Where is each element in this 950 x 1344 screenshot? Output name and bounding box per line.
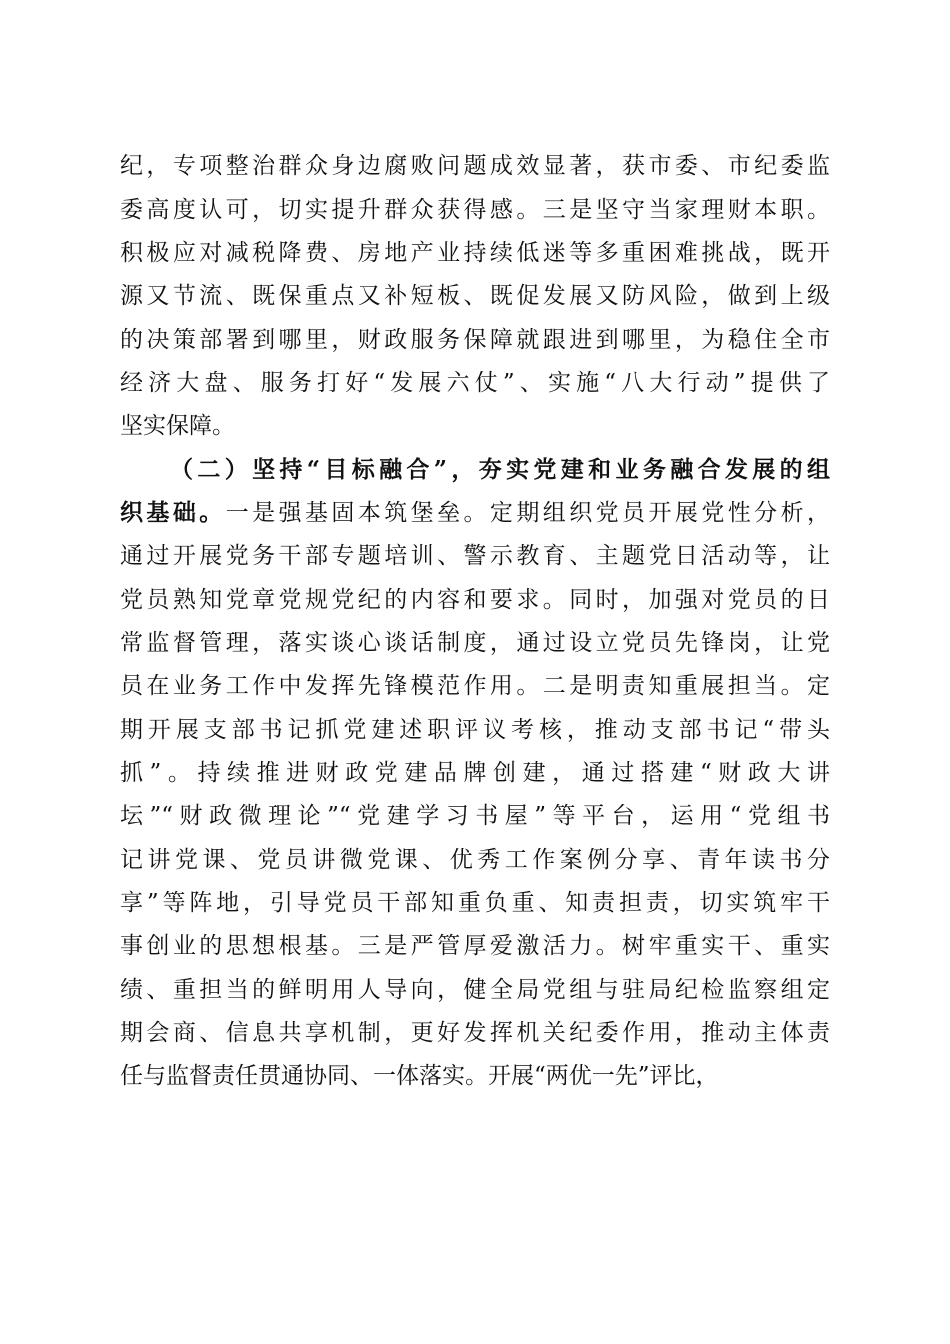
paragraph-line: 员在业务工作中发挥先锋模范作用。二是明责知重展担当。定 — [120, 673, 830, 699]
paragraph-line: 源又节流、既保重点又补短板、既促发展又防风险，做到上级 — [120, 283, 830, 309]
paragraph-line: 任与监督责任贯通协同、一体落实。开展“两优一先”评比， — [120, 1063, 719, 1089]
paragraph-line: 享”等阵地，引导党员干部知重负重、知责担责，切实筑牢干 — [120, 890, 830, 916]
section-heading-continuation — [120, 493, 830, 533]
paragraph-line: 积极应对减税降费、房地产业持续低迷等多重困难挑战，既开 — [120, 240, 830, 266]
section-heading-tail: 织基础。 — [120, 499, 226, 526]
paragraph-line: 纪，专项整治群众身边腐败问题成效显著，获市委、市纪委监 — [120, 153, 830, 179]
paragraph-line: 通过开展党务干部专题培训、警示教育、主题党日活动等，让 — [120, 543, 830, 569]
paragraph-line: 期开展支部书记抓党建述职评议考核，推动支部书记“带头 — [120, 717, 830, 743]
paragraph-line: 期会商、信息共享机制，更好发挥机关纪委作用，推动主体责 — [120, 1020, 830, 1046]
paragraph-line: 坛”“财政微理论”“党建学习书屋”等平台，运用“党组书 — [120, 803, 830, 829]
paragraph-text: 一是强基固本筑堡垒。定期组织党员开展党性分析， — [225, 500, 831, 526]
paragraph-line: 的决策部署到哪里，财政服务保障就跟进到哪里，为稳住全市 — [120, 327, 830, 353]
paragraph-line: 常监督管理，落实谈心谈话制度，通过设立党员先锋岗，让党 — [120, 630, 830, 656]
paragraph-line: 绩、重担当的鲜明用人导向，健全局党组与驻局纪检监察组定 — [120, 977, 830, 1003]
paragraph-line: 抓”。持续推进财政党建品牌创建，通过搭建“财政大讲 — [120, 760, 830, 786]
paragraph-line: 党员熟知党章党规党纪的内容和要求。同时，加强对党员的日 — [120, 587, 830, 613]
paragraph-line: 坚实保障。 — [120, 413, 235, 439]
paragraph-line: 事创业的思想根基。三是严管厚爱激活力。树牢重实干、重实 — [120, 933, 830, 959]
paragraph-line: 记讲党课、党员讲微党课、优秀工作案例分享、青年读书分 — [120, 847, 830, 873]
paragraph-line: 委高度认可，切实提升群众获得感。三是坚守当家理财本职。 — [120, 197, 830, 223]
paragraph-line: 经济大盘、服务打好“发展六仗”、实施“八大行动”提供了 — [120, 370, 830, 396]
section-heading: （二）坚持“目标融合”，夯实党建和业务融合发展的组 — [170, 456, 830, 483]
